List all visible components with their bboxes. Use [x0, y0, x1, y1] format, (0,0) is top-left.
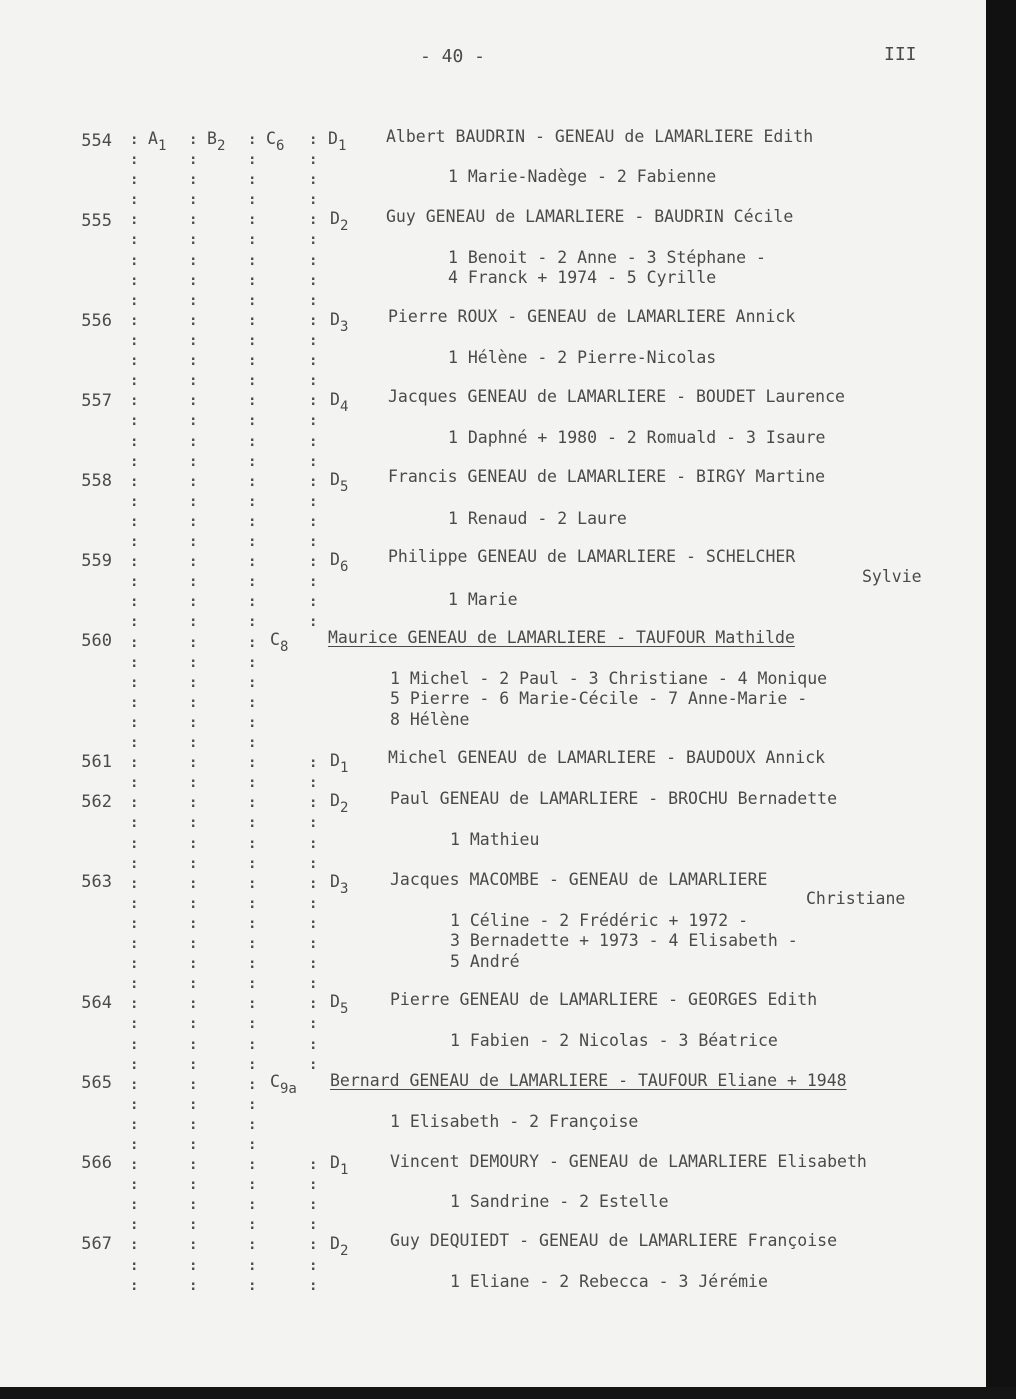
tree-guide-colon: :: [309, 1237, 318, 1253]
children-line: 4 Franck + 1974 - 5 Cyrille: [448, 268, 717, 287]
tree-guide-colon: :: [130, 775, 139, 791]
tree-guide-colon: :: [248, 232, 257, 248]
tree-guide-colon: :: [189, 1057, 198, 1073]
tree-guide-colon: :: [189, 1137, 198, 1153]
tree-guide-colon: :: [130, 1077, 139, 1093]
couple-names: Guy DEQUIEDT - GENEAU de LAMARLIERE Françoise: [390, 1231, 838, 1250]
section-number: III: [884, 44, 917, 65]
entry-number: 561: [81, 752, 112, 772]
tree-guide-colon: :: [248, 152, 257, 168]
children-line: 5 André: [450, 952, 520, 971]
tree-guide-colon: :: [189, 333, 198, 349]
tree-guide-colon: :: [309, 1278, 318, 1294]
tree-guide-colon: :: [248, 1016, 257, 1032]
children-line: 3 Bernadette + 1973 - 4 Elisabeth -: [450, 931, 798, 950]
tree-guide-colon: :: [130, 976, 139, 992]
tree-guide-colon: :: [189, 1237, 198, 1253]
tree-guide-colon: :: [130, 815, 139, 831]
tree-guide-colon: :: [309, 353, 318, 369]
tree-guide-colon: :: [189, 976, 198, 992]
tree-guide-colon: :: [309, 132, 318, 148]
tree-guide-colon: :: [309, 1258, 318, 1274]
tree-guide-colon: :: [248, 1237, 257, 1253]
generation-a: $A_1$: [148, 129, 167, 154]
tree-guide-colon: :: [189, 715, 198, 731]
tree-guide-colon: :: [309, 775, 318, 791]
tree-guide-colon: :: [130, 594, 139, 610]
tree-guide-colon: :: [248, 554, 257, 570]
tree-guide-colon: :: [248, 454, 257, 470]
tree-guide-colon: :: [309, 293, 318, 309]
tree-guide-colon: :: [130, 1016, 139, 1032]
tree-guide-colon: :: [309, 373, 318, 389]
tree-guide-colon: :: [248, 996, 257, 1012]
generation-level: $D_2$: [330, 791, 349, 816]
tree-guide-colon: :: [130, 353, 139, 369]
tree-guide-colon: :: [248, 534, 257, 550]
tree-guide-colon: :: [189, 1217, 198, 1233]
generation-b: $B_2$: [207, 129, 226, 154]
tree-guide-colon: :: [189, 735, 198, 751]
tree-guide-colon: :: [248, 896, 257, 912]
tree-guide-colon: :: [189, 896, 198, 912]
tree-guide-colon: :: [189, 132, 198, 148]
tree-guide-colon: :: [130, 393, 139, 409]
tree-guide-colon: :: [189, 393, 198, 409]
tree-guide-colon: :: [309, 454, 318, 470]
tree-guide-colon: :: [189, 253, 198, 269]
generation-level: $D_1$: [330, 1153, 349, 1178]
tree-guide-colon: :: [189, 172, 198, 188]
tree-guide-colon: :: [309, 815, 318, 831]
tree-guide-colon: :: [130, 1037, 139, 1053]
tree-guide-colon: :: [248, 1258, 257, 1274]
tree-guide-colon: :: [309, 614, 318, 630]
tree-guide-colon: :: [189, 1117, 198, 1133]
tree-guide-colon: :: [189, 293, 198, 309]
tree-guide-colon: :: [248, 775, 257, 791]
tree-guide-colon: :: [130, 635, 139, 651]
couple-names: Jacques GENEAU de LAMARLIERE - BOUDET Laurence: [388, 387, 845, 406]
tree-guide-colon: :: [130, 1177, 139, 1193]
tree-guide-colon: :: [309, 172, 318, 188]
tree-guide-colon: :: [309, 836, 318, 852]
tree-guide-colon: :: [189, 1097, 198, 1113]
tree-guide-colon: :: [189, 212, 198, 228]
tree-guide-colon: :: [309, 434, 318, 450]
tree-guide-colon: :: [248, 795, 257, 811]
tree-guide-colon: :: [248, 655, 257, 671]
tree-guide-colon: :: [189, 474, 198, 490]
tree-guide-colon: :: [248, 715, 257, 731]
children-line: 1 Fabien - 2 Nicolas - 3 Béatrice: [450, 1031, 778, 1050]
entry-number: 558: [81, 471, 112, 491]
tree-guide-colon: :: [130, 152, 139, 168]
tree-guide-colon: :: [309, 534, 318, 550]
tree-guide-colon: :: [248, 936, 257, 952]
tree-guide-colon: :: [130, 554, 139, 570]
entry-number: 555: [81, 211, 112, 231]
tree-guide-colon: :: [130, 1258, 139, 1274]
tree-guide-colon: :: [248, 1077, 257, 1093]
tree-guide-colon: :: [248, 1057, 257, 1073]
couple-names: Jacques MACOMBE - GENEAU de LAMARLIERE: [390, 870, 768, 889]
tree-guide-colon: :: [309, 514, 318, 530]
tree-guide-colon: :: [309, 876, 318, 892]
generation-level: $D_1$: [330, 751, 349, 776]
tree-guide-colon: :: [248, 614, 257, 630]
tree-guide-colon: :: [189, 434, 198, 450]
tree-guide-colon: :: [248, 956, 257, 972]
tree-guide-colon: :: [130, 273, 139, 289]
tree-guide-colon: :: [309, 413, 318, 429]
tree-guide-colon: :: [248, 1217, 257, 1233]
tree-guide-colon: :: [130, 755, 139, 771]
tree-guide-colon: :: [248, 253, 257, 269]
tree-guide-colon: :: [130, 1278, 139, 1294]
children-line: 1 Benoit - 2 Anne - 3 Stéphane -: [448, 248, 766, 267]
tree-guide-colon: :: [130, 614, 139, 630]
tree-guide-colon: :: [309, 1016, 318, 1032]
tree-guide-colon: :: [130, 1237, 139, 1253]
children-line: 1 Michel - 2 Paul - 3 Christiane - 4 Monique: [390, 669, 828, 688]
tree-guide-colon: :: [309, 1057, 318, 1073]
tree-guide-colon: :: [309, 594, 318, 610]
couple-names: Paul GENEAU de LAMARLIERE - BROCHU Bernadette: [390, 789, 838, 808]
tree-guide-colon: :: [248, 1117, 257, 1133]
generation-level: $C_8$: [270, 630, 289, 655]
tree-guide-colon: :: [248, 695, 257, 711]
tree-guide-colon: :: [189, 675, 198, 691]
tree-guide-colon: :: [248, 856, 257, 872]
entry-number: 554: [81, 131, 112, 151]
couple-names: Pierre ROUX - GENEAU de LAMARLIERE Annick: [388, 307, 796, 326]
scan-border-bottom: [0, 1387, 1016, 1399]
children-line: 1 Sandrine - 2 Estelle: [450, 1192, 669, 1211]
tree-guide-colon: :: [189, 635, 198, 651]
tree-guide-colon: :: [130, 675, 139, 691]
tree-guide-colon: :: [189, 614, 198, 630]
tree-guide-colon: :: [189, 273, 198, 289]
tree-guide-colon: :: [130, 1197, 139, 1213]
tree-guide-colon: :: [189, 1157, 198, 1173]
tree-guide-colon: :: [248, 916, 257, 932]
tree-guide-colon: :: [130, 313, 139, 329]
entry-number: 556: [81, 311, 112, 331]
tree-guide-colon: :: [189, 996, 198, 1012]
children-line: 1 Renaud - 2 Laure: [448, 509, 627, 528]
tree-guide-colon: :: [130, 333, 139, 349]
tree-guide-colon: :: [309, 333, 318, 349]
tree-guide-colon: :: [130, 212, 139, 228]
tree-guide-colon: :: [130, 514, 139, 530]
tree-guide-colon: :: [309, 554, 318, 570]
tree-guide-colon: :: [248, 735, 257, 751]
tree-guide-colon: :: [189, 936, 198, 952]
tree-guide-colon: :: [130, 534, 139, 550]
tree-guide-colon: :: [189, 514, 198, 530]
entry-number: 565: [81, 1073, 112, 1093]
tree-guide-colon: :: [309, 313, 318, 329]
generation-level: $D_4$: [330, 390, 349, 415]
couple-names: Albert BAUDRIN - GENEAU de LAMARLIERE Edith: [386, 127, 814, 146]
tree-guide-colon: :: [189, 695, 198, 711]
tree-guide-colon: :: [130, 413, 139, 429]
children-line: 8 Hélène: [390, 710, 470, 729]
tree-guide-colon: :: [189, 775, 198, 791]
tree-guide-colon: :: [248, 514, 257, 530]
tree-guide-colon: :: [189, 1197, 198, 1213]
tree-guide-colon: :: [309, 574, 318, 590]
tree-guide-colon: :: [189, 574, 198, 590]
tree-guide-colon: :: [130, 695, 139, 711]
tree-guide-colon: :: [130, 836, 139, 852]
tree-guide-colon: :: [309, 936, 318, 952]
tree-guide-colon: :: [189, 856, 198, 872]
children-line: 1 Marie-Nadège - 2 Fabienne: [448, 167, 717, 186]
tree-guide-colon: :: [309, 474, 318, 490]
tree-guide-colon: :: [189, 594, 198, 610]
tree-guide-colon: :: [189, 313, 198, 329]
tree-guide-colon: :: [248, 876, 257, 892]
tree-guide-colon: :: [309, 212, 318, 228]
tree-guide-colon: :: [248, 172, 257, 188]
tree-guide-colon: :: [130, 232, 139, 248]
tree-guide-colon: :: [189, 836, 198, 852]
couple-names: Maurice GENEAU de LAMARLIERE - TAUFOUR Mathilde: [328, 628, 795, 647]
tree-guide-colon: :: [189, 795, 198, 811]
tree-guide-colon: :: [309, 1217, 318, 1233]
tree-guide-colon: :: [130, 715, 139, 731]
tree-guide-colon: :: [189, 1016, 198, 1032]
tree-guide-colon: :: [189, 232, 198, 248]
children-line: 5 Pierre - 6 Marie-Cécile - 7 Anne-Marie -: [390, 689, 808, 708]
tree-guide-colon: :: [248, 132, 257, 148]
tree-guide-colon: :: [248, 494, 257, 510]
tree-guide-colon: :: [189, 755, 198, 771]
tree-guide-colon: :: [248, 293, 257, 309]
tree-guide-colon: :: [248, 1197, 257, 1213]
tree-guide-colon: :: [189, 534, 198, 550]
tree-guide-colon: :: [130, 494, 139, 510]
generation-c: $C_6$: [266, 129, 285, 154]
tree-guide-colon: :: [248, 675, 257, 691]
tree-guide-colon: :: [130, 1217, 139, 1233]
tree-guide-colon: :: [130, 876, 139, 892]
couple-names: Philippe GENEAU de LAMARLIERE - SCHELCHER: [388, 547, 796, 566]
children-line: 1 Hélène - 2 Pierre-Nicolas: [448, 348, 717, 367]
tree-guide-colon: :: [309, 1177, 318, 1193]
tree-guide-colon: :: [248, 836, 257, 852]
generation-level: $D_2$: [330, 209, 349, 234]
couple-names-continued: Sylvie: [862, 567, 922, 586]
tree-guide-colon: :: [130, 956, 139, 972]
tree-guide-colon: :: [248, 1037, 257, 1053]
tree-guide-colon: :: [130, 192, 139, 208]
generation-level: $D_2$: [330, 1234, 349, 1259]
tree-guide-colon: :: [189, 152, 198, 168]
tree-guide-colon: :: [248, 353, 257, 369]
tree-guide-colon: :: [189, 1037, 198, 1053]
tree-guide-colon: :: [309, 956, 318, 972]
tree-guide-colon: :: [130, 936, 139, 952]
tree-guide-colon: :: [130, 655, 139, 671]
tree-guide-colon: :: [248, 594, 257, 610]
tree-guide-colon: :: [248, 393, 257, 409]
couple-names: Guy GENEAU de LAMARLIERE - BAUDRIN Cécile: [386, 207, 794, 226]
tree-guide-colon: :: [309, 192, 318, 208]
tree-guide-colon: :: [248, 815, 257, 831]
entry-number: 564: [81, 993, 112, 1013]
tree-guide-colon: :: [248, 976, 257, 992]
tree-guide-colon: :: [309, 916, 318, 932]
tree-guide-colon: :: [248, 413, 257, 429]
tree-guide-colon: :: [130, 253, 139, 269]
tree-guide-colon: :: [309, 232, 318, 248]
tree-guide-colon: :: [248, 333, 257, 349]
children-line: 1 Daphné + 1980 - 2 Romuald - 3 Isaure: [448, 428, 826, 447]
tree-guide-colon: :: [248, 635, 257, 651]
page-number: - 40 -: [420, 46, 486, 67]
children-line: 1 Eliane - 2 Rebecca - 3 Jérémie: [450, 1272, 768, 1291]
tree-guide-colon: :: [309, 976, 318, 992]
tree-guide-colon: :: [248, 1097, 257, 1113]
tree-guide-colon: :: [189, 815, 198, 831]
tree-guide-colon: :: [248, 313, 257, 329]
generation-level: $D_6$: [330, 550, 349, 575]
tree-guide-colon: :: [309, 1037, 318, 1053]
tree-guide-colon: :: [130, 795, 139, 811]
tree-guide-colon: :: [309, 253, 318, 269]
tree-guide-colon: :: [130, 1157, 139, 1173]
tree-guide-colon: :: [130, 434, 139, 450]
tree-guide-colon: :: [130, 1097, 139, 1113]
tree-guide-colon: :: [130, 1057, 139, 1073]
tree-guide-colon: :: [189, 373, 198, 389]
tree-guide-colon: :: [189, 1077, 198, 1093]
generation-level: $D_3$: [330, 872, 349, 897]
children-line: 1 Elisabeth - 2 Françoise: [390, 1112, 639, 1131]
tree-guide-colon: :: [248, 574, 257, 590]
tree-guide-colon: :: [189, 956, 198, 972]
tree-guide-colon: :: [309, 494, 318, 510]
tree-guide-colon: :: [189, 1177, 198, 1193]
tree-guide-colon: :: [248, 1177, 257, 1193]
tree-guide-colon: :: [130, 132, 139, 148]
tree-guide-colon: :: [189, 1278, 198, 1294]
tree-guide-colon: :: [189, 554, 198, 570]
entry-number: 563: [81, 872, 112, 892]
tree-guide-colon: :: [248, 434, 257, 450]
entry-number: 557: [81, 391, 112, 411]
tree-guide-colon: :: [248, 212, 257, 228]
tree-guide-colon: :: [248, 373, 257, 389]
tree-guide-colon: :: [248, 1278, 257, 1294]
tree-guide-colon: :: [309, 393, 318, 409]
tree-guide-colon: :: [130, 474, 139, 490]
scan-border-right: [986, 0, 1016, 1399]
generation-level: $D_1$: [328, 129, 347, 154]
entry-number: 562: [81, 792, 112, 812]
tree-guide-colon: :: [309, 856, 318, 872]
tree-guide-colon: :: [189, 192, 198, 208]
tree-guide-colon: :: [189, 413, 198, 429]
couple-names: Bernard GENEAU de LAMARLIERE - TAUFOUR Eliane + 1948: [330, 1071, 847, 1090]
tree-guide-colon: :: [189, 655, 198, 671]
entry-number: 559: [81, 551, 112, 571]
tree-guide-colon: :: [130, 735, 139, 751]
tree-guide-colon: :: [309, 1157, 318, 1173]
tree-guide-colon: :: [130, 916, 139, 932]
generation-level: $D_3$: [330, 310, 349, 335]
couple-names: Pierre GENEAU de LAMARLIERE - GEORGES Edith: [390, 990, 818, 1009]
tree-guide-colon: :: [189, 916, 198, 932]
tree-guide-colon: :: [309, 996, 318, 1012]
entry-number: 567: [81, 1234, 112, 1254]
generation-level: $C_{9a}$: [270, 1072, 297, 1097]
children-line: 1 Marie: [448, 590, 518, 609]
tree-guide-colon: :: [309, 795, 318, 811]
entry-number: 560: [81, 631, 112, 651]
tree-guide-colon: :: [130, 1137, 139, 1153]
tree-guide-colon: :: [248, 474, 257, 490]
tree-guide-colon: :: [130, 172, 139, 188]
tree-guide-colon: :: [130, 373, 139, 389]
couple-names-continued: Christiane: [806, 889, 906, 908]
tree-guide-colon: :: [189, 454, 198, 470]
tree-guide-colon: :: [248, 1137, 257, 1153]
tree-guide-colon: :: [309, 896, 318, 912]
couple-names: Francis GENEAU de LAMARLIERE - BIRGY Martine: [388, 467, 826, 486]
tree-guide-colon: :: [130, 896, 139, 912]
tree-guide-colon: :: [130, 574, 139, 590]
tree-guide-colon: :: [309, 755, 318, 771]
tree-guide-colon: :: [309, 1197, 318, 1213]
children-line: 1 Céline - 2 Frédéric + 1972 -: [450, 911, 749, 930]
tree-guide-colon: :: [130, 1117, 139, 1133]
tree-guide-colon: :: [130, 856, 139, 872]
tree-guide-colon: :: [189, 1258, 198, 1274]
tree-guide-colon: :: [248, 1157, 257, 1173]
tree-guide-colon: :: [248, 273, 257, 289]
couple-names: Vincent DEMOURY - GENEAU de LAMARLIERE Elisabeth: [390, 1152, 867, 1171]
couple-names: Michel GENEAU de LAMARLIERE - BAUDOUX Annick: [388, 748, 826, 767]
tree-guide-colon: :: [309, 273, 318, 289]
tree-guide-colon: :: [189, 494, 198, 510]
tree-guide-colon: :: [248, 755, 257, 771]
tree-guide-colon: :: [189, 876, 198, 892]
tree-guide-colon: :: [248, 192, 257, 208]
children-line: 1 Mathieu: [450, 830, 540, 849]
tree-guide-colon: :: [309, 152, 318, 168]
tree-guide-colon: :: [130, 293, 139, 309]
tree-guide-colon: :: [130, 996, 139, 1012]
entry-number: 566: [81, 1153, 112, 1173]
generation-level: $D_5$: [330, 992, 349, 1017]
tree-guide-colon: :: [130, 454, 139, 470]
generation-level: $D_5$: [330, 470, 349, 495]
tree-guide-colon: :: [189, 353, 198, 369]
